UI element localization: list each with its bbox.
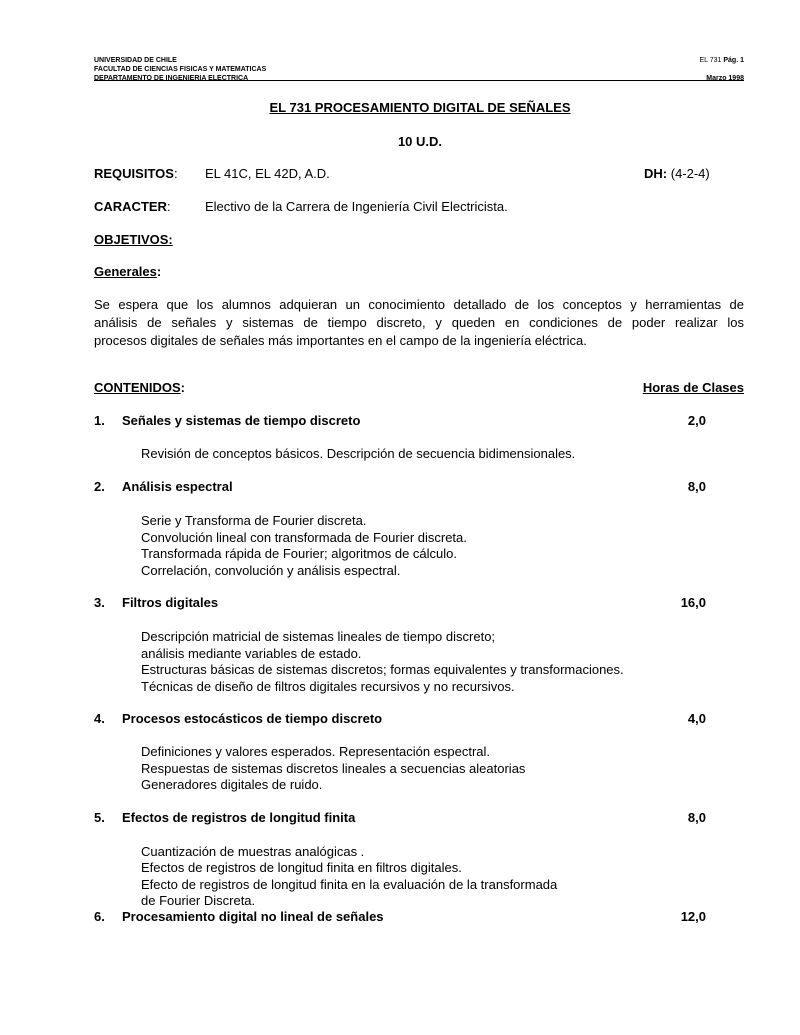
section-number: 2. (94, 479, 105, 494)
horas-heading: Horas de Clases (642, 380, 744, 395)
section-item: Técnicas de diseño de filtros digitales recursivos y no recursivos. (141, 679, 515, 694)
page-title: EL 731 PROCESAMIENTO DIGITAL DE SEÑALES (269, 100, 571, 115)
dh-label: DH: (644, 166, 668, 181)
section-title: Efectos de registros de longitud finita (122, 810, 356, 825)
section-number: 6. (94, 909, 105, 924)
section-item: Revisión de conceptos básicos. Descripción de secuencia bidimensionales. (141, 446, 576, 461)
section-item: análisis mediante variables de estado. (141, 646, 362, 661)
section-item: Efecto de registros de longitud finita en la evaluación de la transformada (141, 877, 558, 892)
section-hours: 12,0 (680, 909, 706, 924)
section-hours: 16,0 (680, 595, 706, 610)
section-item: Respuestas de sistemas discretos lineales a secuencias aleatorias (141, 761, 526, 776)
section-hours: 2,0 (687, 413, 706, 428)
header-page-number: Pág. 1 (723, 57, 744, 64)
objetivos-heading: OBJETIVOS: (94, 232, 173, 247)
header-rule (94, 80, 744, 81)
section-number: 5. (94, 810, 105, 825)
header-department: DEPARTAMENTO DE INGENIERIA ELECTRICA (94, 75, 249, 82)
header-date: Marzo 1998 (706, 75, 744, 82)
section-item: Serie y Transforma de Fourier discreta. (141, 513, 367, 528)
generales-heading-row: Generales: (94, 264, 162, 279)
header-page-info (699, 56, 744, 65)
section-item: Descripción matricial de sistemas lineales de tiempo discreto; (141, 629, 496, 644)
section-title: Filtros digitales (122, 595, 219, 610)
section-hours: 4,0 (687, 711, 706, 726)
caracter-label: CARACTER (94, 199, 167, 214)
contenidos-heading-row: CONTENIDOS: (94, 380, 186, 395)
section-hours: 8,0 (687, 479, 706, 494)
dh-value: (4-2-4) (670, 166, 710, 181)
requisitos-value: EL 41C, EL 42D, A.D. (205, 166, 330, 181)
section-item: Efectos de registros de longitud finita en filtros digitales. (141, 860, 462, 875)
generales-paragraph (94, 296, 744, 350)
caracter-label-row: CARACTER: (94, 199, 171, 214)
section-number: 4. (94, 711, 105, 726)
generales-heading: Generales (94, 264, 157, 279)
generales-line: procesos digitales de señales más importantes en el campo de la ingeniería eléctrica. (94, 333, 587, 348)
generales-line: Se espera que los alumnos adquieran un conocimiento detallado de los conceptos y herramientas de (94, 297, 744, 312)
section-item: de Fourier Discreta. (141, 893, 256, 908)
section-item: Definiciones y valores esperados. Representación espectral. (141, 744, 491, 759)
section-item: Generadores digitales de ruido. (141, 777, 323, 792)
requisitos-label-row: REQUISITOS: (94, 166, 178, 181)
dh-row (644, 166, 710, 181)
section-title: Señales y sistemas de tiempo discreto (122, 413, 361, 428)
contenidos-heading: CONTENIDOS (94, 380, 181, 395)
section-item: Estructuras básicas de sistemas discretos; formas equivalentes y transformaciones. (141, 662, 624, 677)
units: 10 U.D. (397, 134, 443, 149)
generales-line: análisis de señales y sistemas de tiempo discreto, y queden en condiciones de poder realizar los (94, 315, 744, 330)
section-number: 1. (94, 413, 105, 428)
header-course-code: EL 731 (699, 57, 722, 64)
section-title: Procesos estocásticos de tiempo discreto (122, 711, 383, 726)
section-title: Procesamiento digital no lineal de señales (122, 909, 384, 924)
requisitos-label: REQUISITOS (94, 166, 174, 181)
section-item: Cuantización de muestras analógicas . (141, 844, 365, 859)
section-hours: 8,0 (687, 810, 706, 825)
section-title: Análisis espectral (122, 479, 233, 494)
caracter-value: Electivo de la Carrera de Ingeniería Civil Electricista. (205, 199, 508, 214)
header-university: UNIVERSIDAD DE CHILE (94, 57, 177, 64)
header-faculty: FACULTAD DE CIENCIAS FISICAS Y MATEMATICAS (94, 66, 267, 73)
section-number: 3. (94, 595, 105, 610)
section-item: Transformada rápida de Fourier; algoritmos de cálculo. (141, 546, 457, 561)
section-item: Correlación, convolución y análisis espectral. (141, 563, 401, 578)
section-item: Convolución lineal con transformada de Fourier discreta. (141, 530, 467, 545)
